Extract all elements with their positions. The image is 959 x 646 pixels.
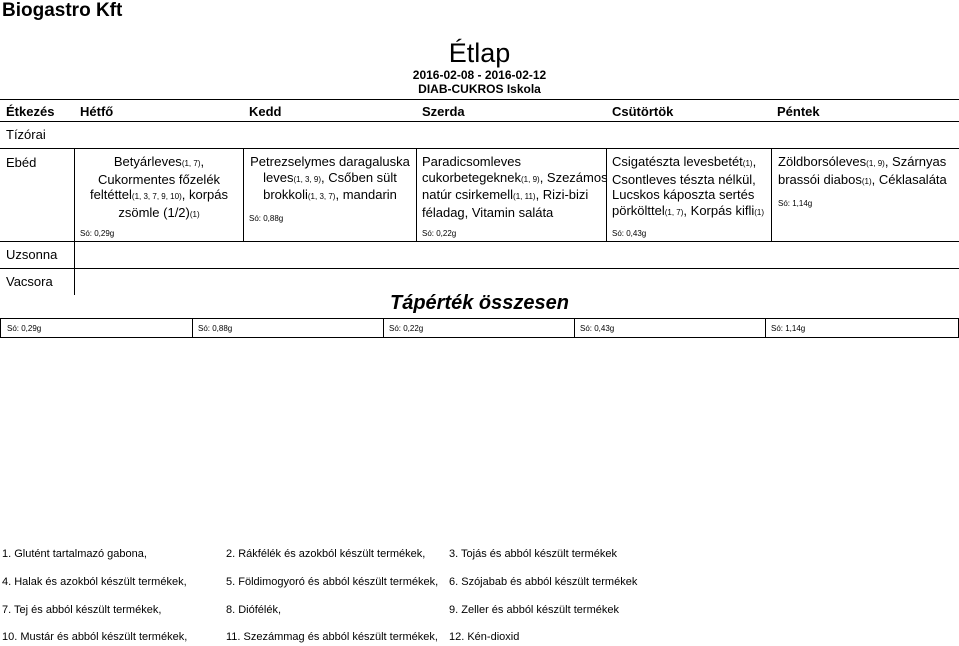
salt-wednesday: Só: 0,22g xyxy=(422,229,457,238)
header-wednesday: Szerda xyxy=(422,104,465,119)
allergen-code: (1) xyxy=(742,159,753,168)
row-label-vacsora: Vacsora xyxy=(6,274,53,289)
allergen-code: (1, 3, 7) xyxy=(307,192,336,201)
dish-text: , xyxy=(752,154,757,169)
allergen-code: (1, 11) xyxy=(513,192,536,201)
salt-monday: Só: 0,29g xyxy=(80,229,115,238)
divider xyxy=(74,242,75,268)
allergen-code: (1) xyxy=(861,176,872,186)
lunch-friday xyxy=(772,154,959,189)
allergen-code: (1, 9) xyxy=(866,159,885,168)
dish-text: Cukormentes főzelék xyxy=(97,171,221,187)
allergen-code: (1, 3, 7, 9, 10) xyxy=(131,192,182,201)
header-tuesday: Kedd xyxy=(249,104,282,119)
date-range xyxy=(0,68,959,96)
allergen-code: (1, 7) xyxy=(664,207,684,217)
divider xyxy=(0,241,959,242)
allergen-item: 12. Kén-dioxid xyxy=(449,631,520,643)
dish-text: , Szárnyas xyxy=(884,154,947,169)
dish-text: , korpás xyxy=(181,187,228,202)
divider xyxy=(0,99,959,100)
salt-thursday: Só: 0,43g xyxy=(612,229,647,238)
divider xyxy=(192,319,193,337)
lunch-wednesday xyxy=(417,154,611,220)
dish-text: feltéttel xyxy=(90,187,132,202)
company-name: Biogastro Kft xyxy=(2,0,123,21)
header-friday: Péntek xyxy=(777,104,820,119)
dish-text: brassói diabos xyxy=(778,171,862,187)
header-monday: Hétfő xyxy=(80,104,114,119)
lunch-thursday xyxy=(607,154,776,220)
allergen-item: 11. Szezámmag és abból készült termékek, xyxy=(226,631,438,643)
allergen-item: 9. Zeller és abból készült termékek xyxy=(449,604,619,616)
nutrition-salt-monday: Só: 0,29g xyxy=(7,324,42,333)
divider xyxy=(383,319,384,337)
dish-text: natúr csirkemell xyxy=(422,187,514,202)
allergen-item: 6. Szójabab és abból készült termékek xyxy=(449,576,638,588)
allergen-code: (1) xyxy=(189,209,200,219)
lunch-tuesday xyxy=(244,154,416,205)
nutrition-salt-tuesday: Só: 0,88g xyxy=(198,324,233,333)
allergen-item: 5. Földimogyoró és abból készült termékek, xyxy=(226,576,439,588)
divider xyxy=(0,148,959,149)
dish-text: , Céklasaláta xyxy=(871,171,947,187)
dish-text: brokkoli xyxy=(263,187,308,202)
divider xyxy=(765,319,766,337)
allergen-item: 8. Diófélék, xyxy=(226,604,282,616)
divider xyxy=(574,319,575,337)
dish-text: , mandarin xyxy=(335,187,397,202)
allergen-item: 4. Halak és azokból készült termékek, xyxy=(2,576,187,588)
allergen-code: (1, 7) xyxy=(181,159,201,168)
header-meal: Étkezés xyxy=(6,104,55,119)
page-title: Étlap xyxy=(448,38,511,68)
header-thursday: Csütörtök xyxy=(612,104,674,119)
dish-text: Paradicsomleves xyxy=(422,154,521,169)
dish-text: Lucskos káposzta sertés xyxy=(612,187,755,202)
dish-text: leves xyxy=(263,169,294,185)
dish-text: , xyxy=(200,154,205,169)
allergen-item: 10. Mustár és abból készült termékek, xyxy=(2,631,188,643)
divider xyxy=(0,121,959,122)
school-name: DIAB-CUKROS Iskola xyxy=(418,82,541,96)
allergen-code: (1, 3, 9) xyxy=(293,174,322,184)
dish-text: , Rizi-bizi xyxy=(535,187,589,202)
dish-text: zsömle (1/2) xyxy=(118,204,190,220)
dish-text: Betyárleves xyxy=(113,154,182,169)
date-range-text: 2016-02-08 - 2016-02-12 xyxy=(412,68,547,82)
dish-text: , Csőben sült xyxy=(321,169,397,185)
allergen-item: 2. Rákfélék és azokból készült termékek, xyxy=(226,548,426,560)
row-label-tizorai: Tízórai xyxy=(6,127,46,142)
dish-text: Csontleves tészta nélkül, xyxy=(612,171,756,187)
dish-text: pörkölttel xyxy=(612,202,665,218)
nutrition-salt-thursday: Só: 0,43g xyxy=(580,324,615,333)
salt-tuesday: Só: 0,88g xyxy=(249,214,284,223)
dish-text: , Korpás kifli xyxy=(683,202,755,218)
salt-friday: Só: 1,14g xyxy=(778,199,813,208)
nutrition-total-row xyxy=(0,318,959,338)
allergen-item: 3. Tojás és abból készült termékek xyxy=(449,548,617,560)
allergen-item: 7. Tej és abból készült termékek, xyxy=(2,604,162,616)
dish-text: Zöldborsóleves xyxy=(778,154,867,169)
allergen-item: 1. Glutént tartalmazó gabona, xyxy=(2,548,147,560)
dish-text: féladag, Vitamin saláta xyxy=(422,204,554,220)
dish-text: Csigatészta levesbetét xyxy=(612,154,743,169)
nutrition-salt-friday: Só: 1,14g xyxy=(771,324,806,333)
dish-text: , Szezámos xyxy=(539,169,608,185)
divider xyxy=(0,268,959,269)
lunch-monday xyxy=(75,154,243,222)
dish-text: Petrezselymes daragaluska xyxy=(250,154,410,169)
dish-text: cukorbetegeknek xyxy=(422,169,522,185)
nutrition-title: Tápérték összesen xyxy=(390,292,569,314)
allergen-code: (1) xyxy=(754,207,765,217)
row-label-ebed: Ebéd xyxy=(6,155,37,170)
allergen-code: (1, 9) xyxy=(521,174,540,184)
row-label-uzsonna: Uzsonna xyxy=(6,247,58,262)
nutrition-salt-wednesday: Só: 0,22g xyxy=(389,324,424,333)
